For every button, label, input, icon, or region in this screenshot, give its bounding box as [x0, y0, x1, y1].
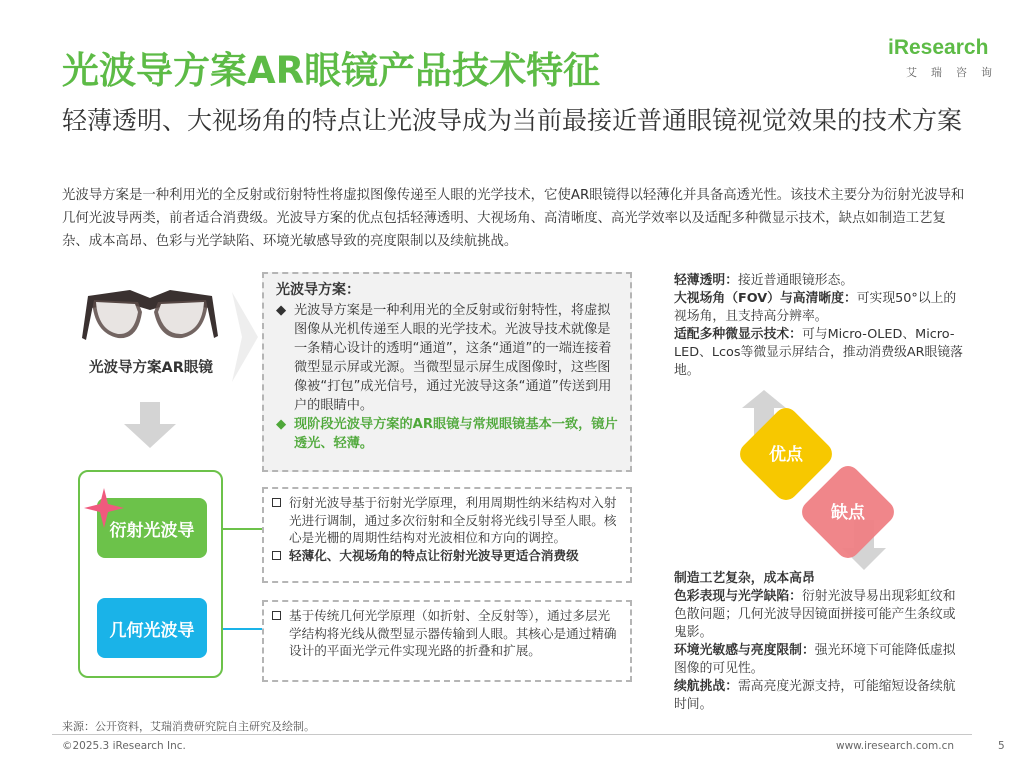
checkbox-bullet-icon	[272, 611, 281, 620]
page-number: 5	[998, 740, 1005, 752]
advantages-list	[674, 272, 964, 380]
cons-label: 缺点	[831, 503, 865, 523]
advantage-text: 接近普通眼镜形态。	[737, 273, 854, 288]
list-item	[674, 272, 964, 290]
list-item	[674, 326, 964, 380]
disadvantage-key: 色彩表现与光学缺陷：	[674, 589, 802, 604]
diffractive-waveguide-box: 衍射光波导	[97, 498, 207, 558]
definition-bullet	[276, 301, 618, 415]
page-subtitle: 轻薄透明、大视场角的特点让光波导成为当前最接近普通眼镜视觉效果的技术方案	[62, 106, 963, 135]
footer-divider	[52, 734, 972, 735]
intro-paragraph: 光波导方案是一种利用光的全反射或衍射特性将虚拟图像传递至人眼的光学技术，它使AR眼镜得以轻薄化并具备高透光性。该技术主要分为衍射光波导和几何光波导两类，前者适合消费级。光波导方案的优点包括轻薄透明、大视场角、高清晰度、高光学效率以及适配多种微显示技术，缺点如制造工艺复杂、成本高昂、色彩与光学缺陷、环境光敏感导致的亮度限制以及续航挑战。	[62, 188, 965, 249]
checkbox-bullet-icon	[272, 551, 281, 560]
advantage-text: 可实现50°以上的视场角，且支持高分辨率。	[674, 291, 957, 324]
pros-label: 优点	[769, 445, 803, 465]
list-item	[674, 570, 964, 588]
disadvantage-key: 续航挑战：	[674, 679, 738, 694]
sparkle-icon	[84, 488, 124, 528]
highlight-bullet	[276, 415, 618, 453]
diffractive-description-box	[262, 487, 632, 583]
glasses-label: 光波导方案AR眼镜	[89, 360, 213, 376]
disadvantage-text: 衍射光波导易出现彩虹纹和色散问题；几何光波导因镜面拼接可能产生条纹或鬼影。	[674, 589, 956, 640]
list-item	[272, 547, 622, 565]
diffractive-highlight: 轻薄化、大视场角的特点让衍射光波导更适合消费级	[289, 547, 579, 563]
disadvantages-list	[674, 570, 964, 714]
list-item	[674, 588, 964, 642]
connector-line-bottom	[223, 628, 262, 630]
waveguide-definition-box	[262, 272, 632, 472]
disadvantage-key: 环境光敏感与亮度限制：	[674, 643, 815, 658]
copyright: ©2025.3 iResearch Inc.	[62, 740, 186, 752]
geometric-text: 基于传统几何光学原理（如折射、全反射等），通过多层光学结构将光线从微型显示器传输到人眼。其核心是通过精确设计的平面光学元件实现光路的折叠和扩展。	[289, 608, 617, 658]
disadvantage-key: 制造工艺复杂，成本高昂	[674, 571, 815, 586]
disadvantage-text: 需高亮度光源支持，可能缩短设备续航时间。	[674, 679, 956, 712]
disadvantage-text: 强光环境下可能降低虚拟图像的可见性。	[674, 643, 956, 676]
diffractive-text: 衍射光波导基于衍射光学原理，利用周期性纳米结构对入射光进行调制，通过多次衍射和全反射将光线引导至人眼。核心是光栅的周期性结构对光波相位和方向的调控。	[289, 495, 617, 545]
iresearch-logo	[888, 36, 1006, 86]
geometric-description-box	[262, 600, 632, 682]
source-note: 来源：公开资料，艾瑞消费研究院自主研究及绘制。	[62, 720, 315, 733]
checkbox-bullet-icon	[272, 498, 281, 507]
advantage-key: 适配多种微显示技术：	[674, 327, 802, 342]
list-item	[674, 642, 964, 678]
pros-cons-diagram	[720, 380, 920, 570]
definition-text: 光波导方案是一种利用光的全反射或衍射特性，将虚拟图像从光机传递至人眼的光学技术。光波导技术就像是一条精心设计的透明“通道”，这条“通道”的一端连接着微型显示屏或光源。当微型显示屏生成图像时，这些图像被“打包”成光信号，通过光波导这条“通道”传送到用户的眼睛中。	[294, 303, 612, 413]
ar-glasses-image	[80, 278, 220, 358]
advantage-text: 可与Micro-OLED、Micro-LED、Lcos等微显示屏结合，推动消费级AR眼镜落地。	[674, 327, 963, 378]
chevron-right-icon	[232, 292, 258, 382]
logo-subtitle: 艾瑞咨询	[906, 66, 1006, 79]
logo-brand: iResearch	[888, 36, 989, 59]
diamond-bullet-icon: ◆	[276, 417, 287, 432]
advantage-key: 轻薄透明：	[674, 273, 738, 288]
connector-line-top	[223, 528, 262, 530]
definition-heading: 光波导方案：	[276, 282, 360, 298]
list-item	[272, 494, 622, 547]
geometric-waveguide-box: 几何光波导	[97, 598, 207, 658]
highlight-text: 现阶段光波导方案的AR眼镜与常规眼镜基本一致，镜片透光、轻薄。	[294, 417, 618, 451]
list-item	[674, 290, 964, 326]
page-title: 光波导方案AR眼镜产品技术特征	[62, 49, 601, 92]
website-link[interactable]: www.iresearch.com.cn	[836, 740, 955, 752]
advantage-key: 大视场角（FOV）与高清晰度：	[674, 291, 857, 306]
down-arrow-icon	[122, 402, 178, 448]
list-item	[272, 607, 622, 660]
diamond-bullet-icon: ◆	[276, 303, 287, 318]
list-item	[674, 678, 964, 714]
